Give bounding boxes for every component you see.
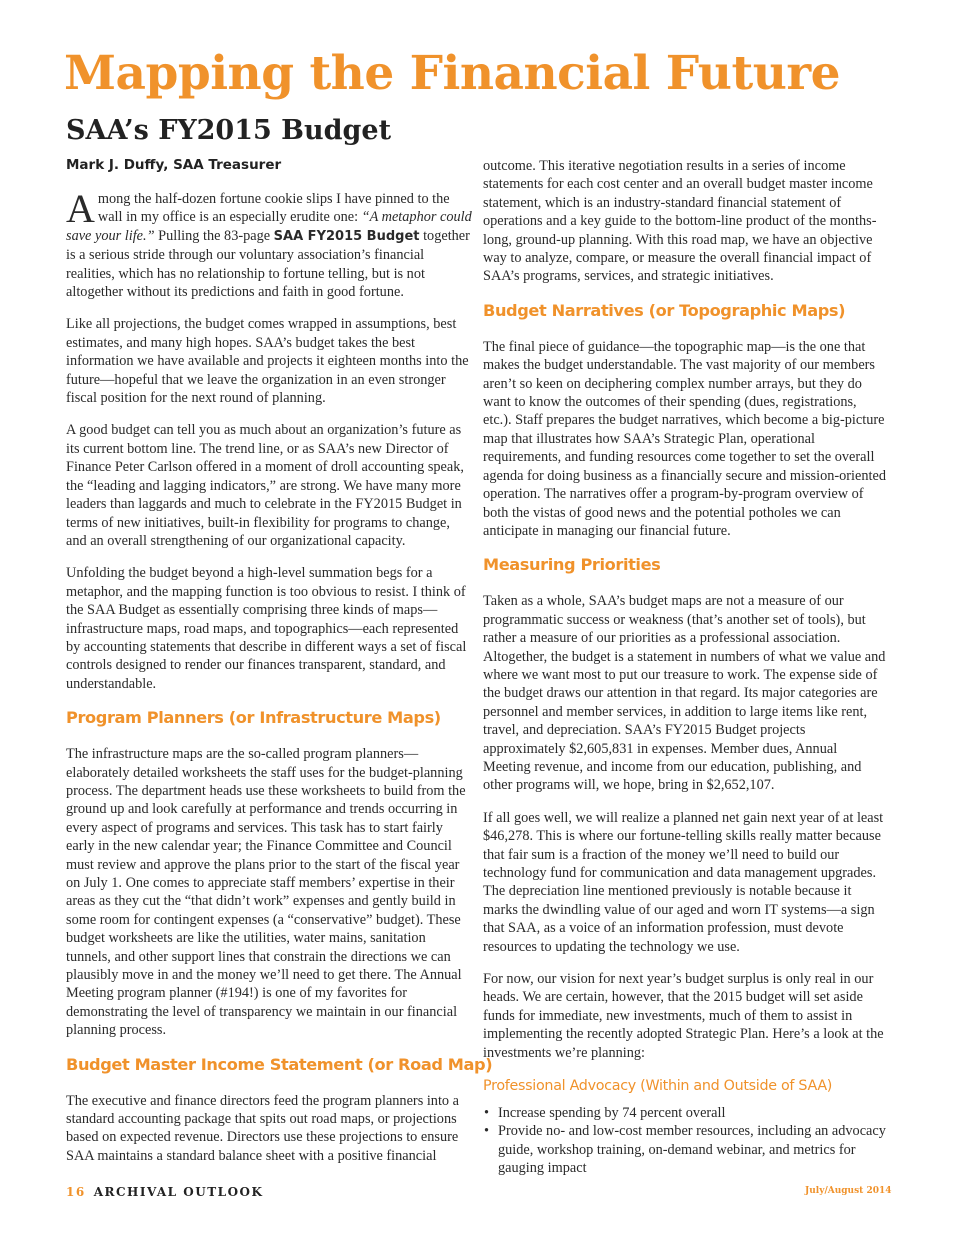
article-title: Mapping the Financial Future xyxy=(64,46,841,101)
master-income-paragraph-end: outcome. This iterative negotiation results in a series of income statements for each cost center and an overall budget master income statement, which is an industry-standard financial statement of operations and a key guide to the bottom-line product of the months-long, ground-up planning. With this road map, we have an objective way to analyze, compare, or measure the overall financial impact of SAA’s programs, services, and strategic initiatives. xyxy=(483,158,877,285)
publication-name: ARCHIVAL OUTLOOK xyxy=(93,1185,264,1199)
section-heading-priorities: Measuring Priorities xyxy=(483,555,661,575)
intro-paragraph-2: Like all projections, the budget comes wrapped in assumptions, best estimates, and many high hopes. SAA’s budget takes the best information we have available and projects it eighteen months into the future—hopeful that we leave the organization in an even stronger fiscal position for the next round of planning. xyxy=(66,316,469,407)
footer-issue-date: July/August 2014 xyxy=(805,1186,892,1196)
advocacy-list xyxy=(483,1104,886,1178)
subheading-professional-advocacy: Professional Advocacy (Within and Outside of SAA) xyxy=(483,1078,833,1095)
priorities-paragraph-1: Taken as a whole, SAA’s budget maps are not a measure of our programmatic success or weakness (that’s another set of tools), but rather a measure of our priorities as a professional association. Altogether, the budget is a statement in numbers of what we value and where we want most to put our treasure to work. The expense side of the budget draws our attention in that regard. Its major categories are personnel and member services, in addition to large items like rent, travel, and depreciation. SAA’s FY2015 Budget projects approximately $2,605,831 in expenses. Member dues, Annual Meeting revenue, and income from our education, publishing, and other programs will, we hope, bring in $2,652,107. xyxy=(483,593,886,794)
intro-paragraph-3: A good budget can tell you as much about an organization’s future as its current bottom line. The trend line, or as SAA’s new Director of Finance Peter Carlson offered in a moment of droll accounting speak, the “leading and lagging indicators,” are strong. We have many more leaders than laggards and much to celebrate in the FY2015 Budget in terms of new initiatives, built-in flexibility for programs to change, and an overall strengthening of our organizational capacity. xyxy=(66,422,464,549)
intro-paragraph-4: Unfolding the budget beyond a high-level summation begs for a metaphor, and the mapping function is too obvious to resist. I think of the SAA Budget as essentially comprising three kinds of maps—infrastructure maps, road maps, and topographics—each represented by accounting statements that describe in different ways a set of fiscal controls designed to render our finances transparent, standard, and understandable. xyxy=(66,565,467,692)
section-heading-narratives: Budget Narratives (or Topographic Maps) xyxy=(483,300,846,320)
byline: Mark J. Duffy, SAA Treasurer xyxy=(66,157,282,173)
intro-text-c: together is a serious stride through our voluntary association’s financial realities, which has no relationship to fortune telling, but is not altogether without its predictions and faith in good fortune. xyxy=(66,227,470,301)
budget-name: SAA FY2015 Budget xyxy=(273,228,420,244)
intro-paragraph-1 xyxy=(66,186,472,301)
footer-publication xyxy=(66,1185,263,1199)
intro-text-b: Pulling the 83-page xyxy=(154,227,274,244)
master-income-paragraph-start: The executive and finance directors feed the program planners into a standard accounting package that spits out road maps, or projections based on expected revenue. Directors use these projections to ensure SAA maintains a standard balance sheet with a positive financial xyxy=(66,1092,459,1164)
right-column xyxy=(483,157,886,1178)
section-heading-program-planners: Program Planners (or Infrastructure Maps) xyxy=(66,708,441,728)
program-planners-paragraph: The infrastructure maps are the so-called program planners—elaborately detailed worksheets the staff uses for the budget-planning process. The department heads use these worksheets to build from the ground up and look carefully at performance and trends occurring in every aspect of programs and services. This task has to start fairly early in the new calendar year; the Finance Committee and Council must review and approve the plans prior to the start of the fiscal year on July 1. One comes to appreciate staff members’ expertise in their areas as they cut the “that didn’t work” expenses and gently build in some room for contingent expenses (a “conservative” budget). These budget worksheets are like the utilities, water mains, sanitation tunnels, and other support lines that constrain the directions we can plausibly move in and the money we’ll need to get there. The Annual Meeting program planner (#194!) is one of my favorites for demonstrating the level of transparency we maintain in our financial planning process. xyxy=(66,746,466,1039)
list-item: • Provide no- and low-cost member resources, including an advocacy guide, workshop training, on-demand webinar, and metrics for gauging impact xyxy=(483,1122,886,1177)
fortune-quote: “A metaphor could save your life.” xyxy=(66,209,472,244)
left-column xyxy=(66,186,493,1165)
priorities-paragraph-3: For now, our vision for next year’s budget surplus is only real in our heads. We are certain, however, that the 2015 budget will set aside funds for immediate, new investments, much of them to assist in implementing the recently adopted Strategic Plan. Here’s a look at the investments we’re planning: xyxy=(483,971,884,1061)
narratives-paragraph: The final piece of guidance—the topographic map—is the one that makes the budget understandable. The vast majority of our members aren’t so keen on deciphering complex number arrays, but they do want to know the outcomes of their spending (dues, registrations, etc.). Staff prepares the budget narratives, which become a big-picture map that illustrates how SAA’s Strategic Plan, operational requirements, and funding resources come together to set the overall agenda for doing business as a financially secure and mission-oriented operation. The narratives offer a program-by-program overview of both the vistas of good news and the potential potholes we can anticipate in managing our financial future. xyxy=(483,338,886,539)
article-subtitle: SAA’s FY2015 Budget xyxy=(66,115,392,146)
drop-cap: A xyxy=(66,186,95,231)
section-heading-master-income: Budget Master Income Statement (or Road Map) xyxy=(66,1054,493,1074)
intro-text-a: mong the half-dozen fortune cookie slips I have pinned to the wall in my office is an especially erudite one: xyxy=(97,191,450,226)
priorities-paragraph-2: If all goes well, we will realize a planned net gain next year of at least $46,278. This is where our fortune-telling skills really matter because that fair sum is a fraction of the money we’ll need to build our technology fund for communication and data management upgrades. The depreciation line mentioned previously is notable because it marks the dwindling value of our aged and worn IT systems—a sign that SAA, as a voice of an information profession, must devote resources to updating the technology we use. xyxy=(483,809,884,955)
list-item: • Increase spending by 74 percent overall xyxy=(483,1104,886,1122)
page-number: 16 xyxy=(66,1185,86,1199)
